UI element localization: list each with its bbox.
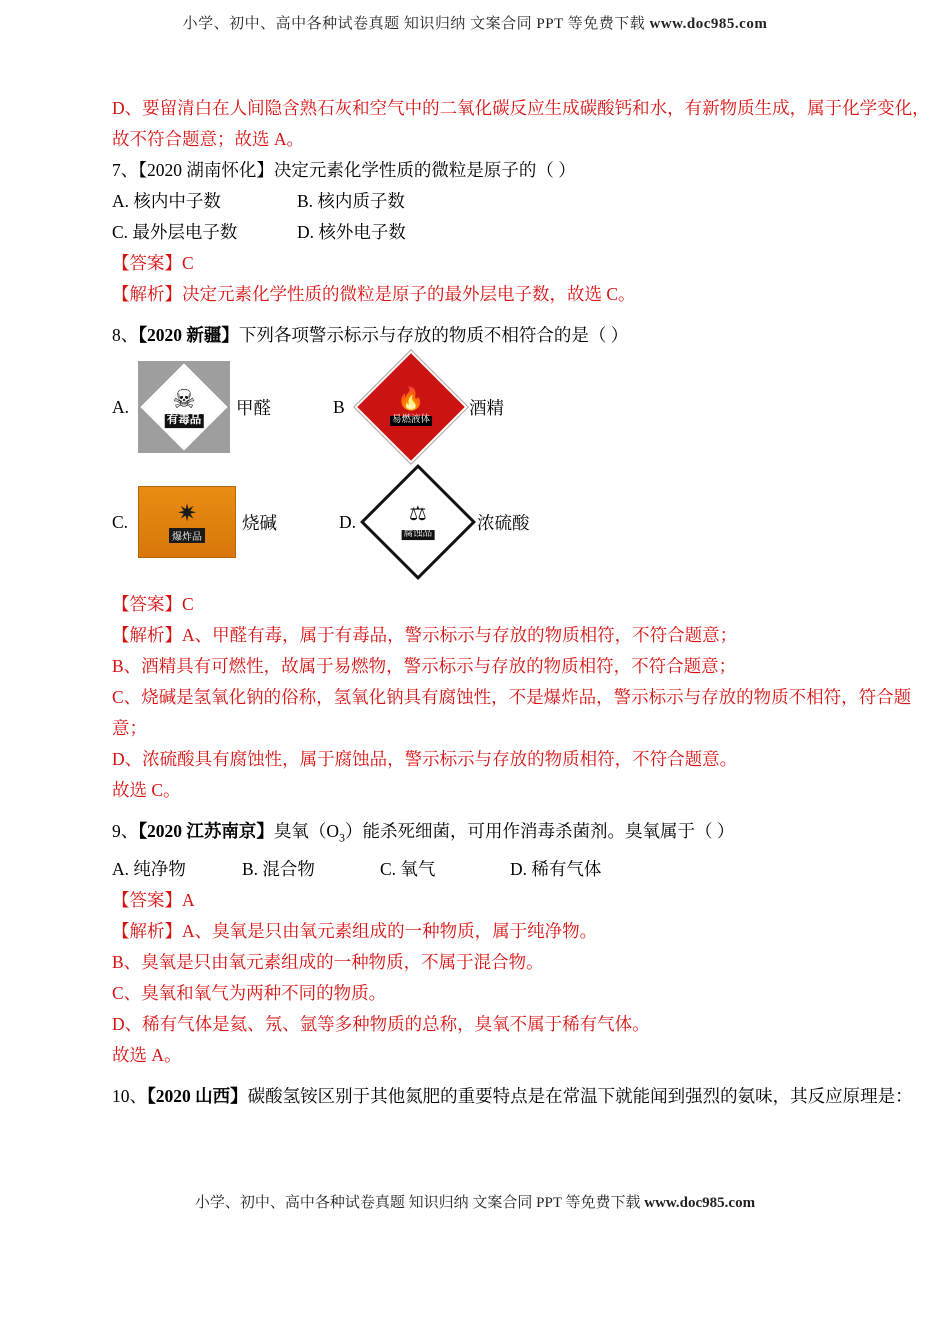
document-content bbox=[112, 93, 930, 1112]
explosive-sign-word: 爆炸品 bbox=[169, 528, 205, 543]
q9-option-b: B. 混合物 bbox=[242, 858, 315, 879]
q8-signs-row-2 bbox=[112, 471, 838, 573]
q6-explanation-line1: D、要留清白在人间隐含熟石灰和空气中的二氧化碳反应生成碳酸钙和水，有新物质生成，属于化学变化， bbox=[112, 98, 930, 118]
q8-analysis-c2: 意； bbox=[112, 718, 147, 738]
q9-analysis-label: 【解析】 bbox=[112, 920, 182, 941]
q7-options-row1 bbox=[112, 186, 838, 217]
q8-answer-label: 【答案】 bbox=[112, 594, 182, 614]
q8-analysis-c1: C、烧碱是氢氧化钠的俗称，氢氧化钠具有腐蚀性，不是爆炸品，警示标示与存放的物质不相符，符合题 bbox=[112, 687, 912, 707]
flame-icon: 🔥 bbox=[397, 386, 425, 412]
q7-options-row2 bbox=[112, 217, 838, 248]
q8-stem-number: 8、 bbox=[112, 325, 139, 345]
q9-answer-label: 【答案】 bbox=[112, 889, 182, 910]
q9-stem-subscript: 3 bbox=[339, 830, 346, 845]
q7-analysis-text: 决定元素化学性质的微粒是原子的最外层电子数，故选 C。 bbox=[182, 284, 636, 304]
q9-stem bbox=[112, 816, 838, 854]
burst-icon: ✷ bbox=[176, 500, 198, 527]
q8-answer-value: C bbox=[182, 594, 194, 614]
toxic-sign-word: 有毒品 bbox=[166, 413, 202, 426]
q8-analysis-label: 【解析】 bbox=[112, 625, 182, 645]
q8-analysis-a bbox=[112, 620, 838, 651]
footer-watermark bbox=[0, 1191, 950, 1212]
q9-analysis-d: D、稀有气体是氦、氖、氩等多种物质的总称，臭氧不属于稀有气体。 bbox=[112, 1013, 650, 1034]
q9-stem-rest-1: 臭氧（O bbox=[273, 821, 340, 841]
footer-watermark-text: 小学、初中、高中各种试卷真题 知识归纳 文案合同 PPT 等免费下载 bbox=[194, 1195, 641, 1211]
q6-explanation-line2: 故不符合题意；故选 A。 bbox=[112, 129, 305, 149]
q8-option-a bbox=[112, 361, 271, 453]
q7-analysis-line bbox=[112, 279, 838, 310]
q8-option-b-label: B bbox=[333, 396, 345, 417]
q9-option-c: C. 氧气 bbox=[380, 858, 436, 879]
flammable-sign-word: 易燃液体 bbox=[391, 415, 431, 426]
q8-stem-tag: 【2020 新疆】 bbox=[138, 325, 239, 345]
q9-analysis-b: B、臭氧是只由氧元素组成的一种物质，不属于混合物。 bbox=[112, 951, 544, 972]
q9-option-d: D. 稀有气体 bbox=[510, 858, 602, 879]
corrosive-sign bbox=[360, 464, 476, 580]
skull-icon: ☠ bbox=[172, 384, 196, 414]
corrosion-icon: ⚖ bbox=[409, 502, 427, 525]
q9-conclusion: 故选 A。 bbox=[112, 1044, 182, 1065]
q8-option-b bbox=[333, 357, 504, 457]
toxic-diamond bbox=[139, 362, 230, 453]
flammable-sign bbox=[354, 350, 467, 463]
q8-stem bbox=[112, 320, 838, 351]
q8-stem-rest: 下列各项警示标示与存放的物质不相符合的是（ ） bbox=[238, 325, 629, 345]
watermark-domain: www.doc985.com bbox=[649, 16, 768, 32]
header-watermark bbox=[112, 0, 838, 33]
q10-stem-rest: 碳酸氢铵区别于其他氮肥的重要特点是在常温下就能闻到强烈的氨味，其反应原理是： bbox=[247, 1085, 913, 1106]
q9-analysis-a bbox=[112, 916, 838, 947]
q9-option-a: A. 纯净物 bbox=[112, 858, 186, 879]
q8-option-b-text: 酒精 bbox=[469, 397, 504, 418]
q8-option-a-label: A. bbox=[112, 396, 130, 417]
q10-stem-number: 10、 bbox=[112, 1085, 147, 1106]
footer-watermark-domain: www.doc985.com bbox=[644, 1195, 756, 1211]
q7-option-a: A. 核内中子数 bbox=[112, 191, 221, 211]
q9-answer-value: A bbox=[182, 889, 195, 910]
q10-stem-tag: 【2020 山西】 bbox=[147, 1085, 248, 1106]
q9-options-row bbox=[112, 854, 838, 885]
q8-option-a-text: 甲醛 bbox=[236, 397, 271, 418]
q8-analysis-d: D、浓硫酸具有腐蚀性，属于腐蚀品，警示标示与存放的物质相符，不符合题意。 bbox=[112, 749, 738, 769]
q8-option-d bbox=[339, 471, 530, 573]
q9-stem-rest-2: ）能杀死细菌，可用作消毒杀菌剂。臭氧属于（ ） bbox=[345, 821, 735, 841]
toxic-inner bbox=[165, 384, 204, 428]
q8-conclusion: 故选 C。 bbox=[112, 780, 181, 800]
q7-stem: 7、【2020 湖南怀化】决定元素化学性质的微粒是原子的（ ） bbox=[112, 160, 576, 180]
q8-answer-line bbox=[112, 589, 838, 620]
q8-option-c bbox=[112, 486, 277, 558]
q8-option-c-text: 烧碱 bbox=[242, 512, 277, 533]
q9-stem-tag: 【2020 江苏南京】 bbox=[138, 821, 274, 841]
q9-answer-line bbox=[112, 885, 838, 916]
q7-option-b: B. 核内质子数 bbox=[297, 191, 405, 211]
flammable-inner bbox=[390, 387, 432, 427]
q8-signs-row-1 bbox=[112, 357, 838, 457]
q9-analysis-a-text: A、臭氧是只由氧元素组成的一种物质，属于纯净物。 bbox=[182, 920, 598, 941]
q7-answer-value: C bbox=[182, 253, 194, 273]
explosive-sign bbox=[138, 486, 236, 558]
q8-option-d-label: D. bbox=[339, 511, 357, 532]
q10-stem bbox=[112, 1081, 913, 1112]
watermark-text: 小学、初中、高中各种试卷真题 知识归纳 文案合同 PPT 等免费下载 bbox=[182, 16, 646, 32]
q8-analysis-a-text: A、甲醛有毒，属于有毒品，警示标示与存放的物质相符，不符合题意； bbox=[182, 625, 738, 645]
corrosive-inner bbox=[402, 504, 435, 541]
q8-option-d-text: 浓硫酸 bbox=[477, 512, 530, 533]
q7-answer-label: 【答案】 bbox=[112, 253, 182, 273]
q9-analysis-c: C、臭氧和氧气为两种不同的物质。 bbox=[112, 982, 387, 1003]
q7-analysis-label: 【解析】 bbox=[112, 284, 182, 304]
q8-analysis-b: B、酒精具有可燃性，故属于易燃物，警示标示与存放的物质相符，不符合题意； bbox=[112, 656, 737, 676]
toxic-sign bbox=[138, 361, 230, 453]
q9-stem-number: 9、 bbox=[112, 821, 139, 841]
q7-option-d: D. 核外电子数 bbox=[297, 222, 406, 242]
q7-option-c: C. 最外层电子数 bbox=[112, 222, 238, 242]
q7-answer-line bbox=[112, 248, 838, 279]
q8-option-c-label: C. bbox=[112, 511, 129, 532]
corrosive-sign-word: 腐蚀品 bbox=[403, 528, 433, 539]
